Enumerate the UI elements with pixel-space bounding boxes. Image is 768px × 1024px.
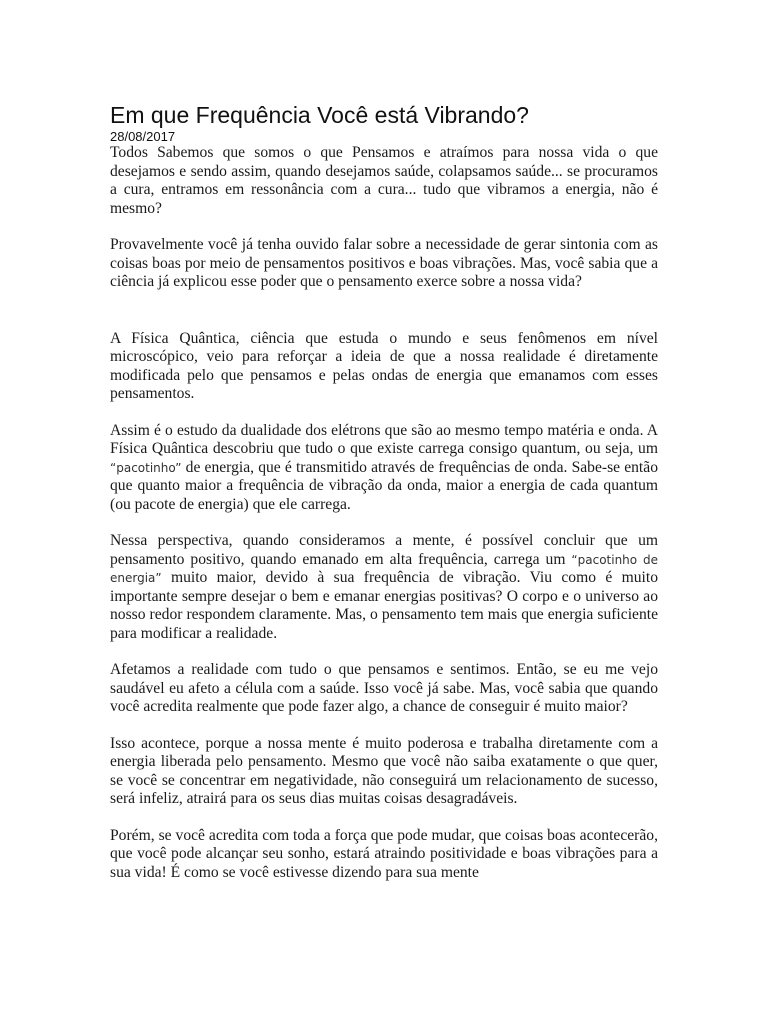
paragraph-6: Afetamos a realidade com tudo o que pensamos e sentimos. Então, se eu me vejo saudável eu afeto a célula com a saúde. Isso você já sabe. Mas, você sabia que quando você acredita realmente que pode fazer algo, a chance de conseguir é muito maior? [110,661,658,715]
paragraph-3: A Física Quântica, ciência que estuda o mundo e seus fenômenos em nível microscópico, veio para reforçar a ideia de que a nossa realidade é diretamente modificada pelo que pensamos e pelas ondas de energia que emanamos com esses pensamentos. [110,329,658,402]
paragraph-5-text-a: Nessa perspectiva, quando consideramos a mente, é possível concluir que um pensamento positivo, quando emanado em alta frequência, carrega um [110,532,658,568]
article-date: 28/08/2017 [110,129,176,144]
paragraph-4-text-b: de energia, que é transmitido através de frequências de onda. Sabe-se então que quanto maior a frequência de vibração da onda, maior a energia de cada quantum (ou pacote de energia) que ele carrega. [110,458,658,513]
paragraph-7: Isso acontece, porque a nossa mente é muito poderosa e trabalha diretamente com a energia liberada pelo pensamento. Mesmo que você não saiba exatamente o que quer, se você se concentrar em negatividade, não conseguirá um relacionamento de sucesso, será infeliz, atrairá para os seus dias muitas coisas desagradáveis. [110,734,658,807]
paragraph-5 [110,532,658,643]
paragraph-2: Provavelmente você já tenha ouvido falar sobre a necessidade de gerar sintonia com as coisas boas por meio de pensamentos positivos e boas vibrações. Mas, você sabia que a ciência já explicou esse poder que o pensamento exerce sobre a nossa vida? [110,236,658,290]
paragraph-5-text-b: muito maior, devido à sua frequência de vibração. Viu como é muito importante sempre desejar o bem e emanar energias positivas? O corpo e o universo ao nosso redor respondem claramente. Mas, o pensamento tem mais que energia suficiente para modificar a realidade. [110,569,658,642]
paragraph-4-text-a: Assim é o estudo da dualidade dos elétrons que são ao mesmo tempo matéria e onda. A Física Quântica descobriu que tudo o que existe carrega consigo quantum, ou seja, um [110,421,658,457]
paragraph-1: Todos Sabemos que somos o que Pensamos e atraímos para nossa vida o que desejamos e sendo assim, quando desejamos saúde, colapsamos saúde... se procuramos a cura, entramos em ressonância com a cura... tudo que vibramos a energia, não é mesmo? [110,144,658,217]
paragraph-4 [110,422,658,515]
article-title: Em que Frequência Você está Vibrando? [110,102,529,128]
paragraph-5-quote: “pacotinho de energia” [110,552,658,585]
paragraph-4-quote: “pacotinho” [110,460,182,475]
paragraph-8: Porém, se você acredita com toda a força que pode mudar, que coisas boas acontecerão, que você pode alcançar seu sonho, estará atraindo positividade e boas vibrações para a sua vida! É como se você estivesse dizendo para sua mente [110,826,658,881]
